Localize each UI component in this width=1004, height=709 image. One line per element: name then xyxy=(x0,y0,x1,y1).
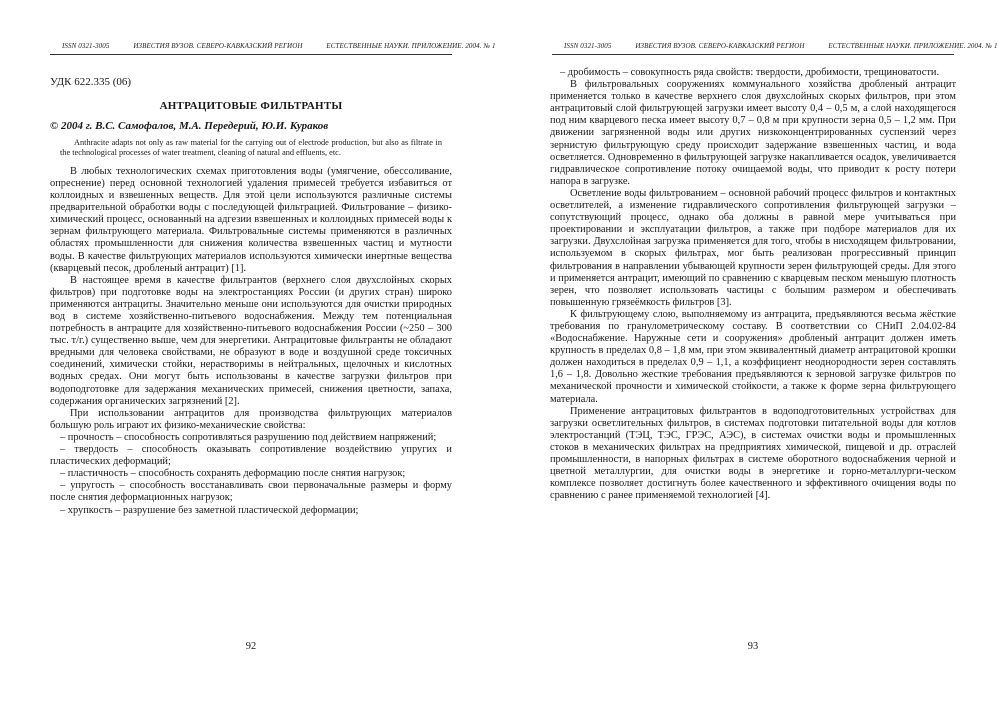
running-header xyxy=(62,42,502,50)
running-header xyxy=(564,42,1004,50)
header-journal: ИЗВЕСТИЯ ВУЗОВ. СЕВЕРО-КАВКАЗСКИЙ РЕГИОН xyxy=(635,42,805,50)
paragraph: В любых технологических схемах приготовления воды (умягчение, обессоливание, опреснение) перед основной технологией удаления примесей требуется избавиться от коллоидных и взвешенных веществ. Для этой цели используются различные системы предварительной обработки воды с последующей фильтрацией. Фильтрование – физико-химический процесс, основанный на адгезии взвешенных и коллоидных примесей воды к зернам фильтрующего материала. Фильтровальные системы применяются в различных областях промышленности для снижения количества взвешенных частиц и мутности воды. В качестве фильтрующих материалов используются химически инертные вещества (кварцевый песок, дробленый антрацит) [1]. xyxy=(50,165,452,274)
paragraph: В фильтровальных сооружениях коммунального хозяйства дробленый антрацит применяется только в качестве верхнего слоя двухслойных скорых фильтров, при этом антрацитовый слой фильтрующей загрузки имеет высоту 0,4 – 0,5 м, а слой находящегося под ним кварцевого песка имеет высоту 0,7 – 0,8 м при крупности зерна 0,5 – 1,2 мм. При движении загрязненной воды или других низкоконцентрированных суспензий через зернистую фильтрующую среду происходит задержание взвешенных частиц, и вода осветляется. Одновременно в фильтрующей загрузке накапливается осадок, увеличивается гидравлическое сопротивление потоку очищаемой воды, что приводит к росту потери напора в загрузке. xyxy=(550,79,956,187)
header-rule xyxy=(552,54,954,55)
paragraph: В настоящее время в качестве фильтрантов (верхнего слоя двухслойных скорых фильтров) при подготовке воды на электростанциях России (и других стран) широко применяются антрациты. Значительно меньше они используются для очистки природных вод в системе хозяйственно-питьевого водоснабжения. Между тем потенциальная потребность в антраците для хозяйственно-питьевого водоснабжения России (~250 – 300 тыс. т/г.) существенно выше, чем для энергетики. Антрацитовые фильтранты не обладают вредными для человека свойствами, не образуют в воде и воздушной среде токсичных соединений, химически стойки, нерастворимы в нейтральных, щелочных и кислотных водных средах. Они могут быть использованы в качестве загрузки фильтров при водоподготовке для задержания механических примесей, снижения цветности, запаха, содержания органических загрязнений [2]. xyxy=(50,274,452,407)
header-section: ЕСТЕСТВЕННЫЕ НАУКИ. ПРИЛОЖЕНИЕ. 2004. № 1 xyxy=(326,42,496,50)
list-item: – пластичность – способность сохранять деформацию после снятия нагрузок; xyxy=(60,468,406,480)
right-page xyxy=(502,0,1004,709)
header-section: ЕСТЕСТВЕННЫЕ НАУКИ. ПРИЛОЖЕНИЕ. 2004. № 1 xyxy=(828,42,998,50)
list-item: – упругость – способность восстанавливать свои первоначальные размеры и форму после снятия деформационных нагрузок; xyxy=(50,480,452,504)
list-item: – хрупкость – разрушение без заметной пластической деформации; xyxy=(60,504,359,516)
paragraph: Применение антрацитовых фильтрантов в водоподготовительных устройствах для загрузки осветлительных фильтров, в системах подготовки питательной воды для котлов электростанций (ТЭЦ, ТЭС, ГРЭС, АЭС), в системах очистки воды и промышленных стоков в механических фильтрах на предприятиях химической, пищевой и др. отраслей промышленности, в напорных фильтрах в системе оборотного водоснабжения черной и цветной металлургии, для очистки воды в энергетике и горно-металлурги-ческом комплексе позволяет достигнуть более качественного и эффективного очищения воды по сравнению с ранее применяемой технологией [4]. xyxy=(550,405,956,502)
list-item: – дробимость – совокупность ряда свойств: твердости, дробимости, трещиноватости. xyxy=(560,67,940,78)
paragraph: К фильтрующему слою, выполняемому из антрацита, предъявляются весьма жёсткие требования по гранулометрическому составу. В соответствии со СНиП 2.04.02-84 «Водоснабжение. Наружные сети и сооружения» дробленый антрацит должен иметь крупность в пределах 0,8 – 1,8 мм, при этом эквивалентный диаметр антрацитовой крошки должен находиться в пределах 0,9 – 1,1, а коэффициент неоднородности зерен составлять 1,6 – 1,8. Довольно жесткие требования предъявляются к зерновой загрузке фильтров по механической прочности и химической стойкости, а также к форме зерна фильтрующего материала. xyxy=(550,308,956,405)
article-body xyxy=(50,70,452,517)
udk-code: УДК 622.335 (06) xyxy=(50,76,132,88)
list-item: – твердость – способность оказывать сопротивление воздействию упругих и пластических деформаций; xyxy=(50,444,452,468)
abstract: Anthracite adapts not only as raw material for the carrying out of electrode production, but also as filtrate in the technological processes of water treatment, cleaning of natural and effluents, etc. xyxy=(60,138,442,158)
header-journal: ИЗВЕСТИЯ ВУЗОВ. СЕВЕРО-КАВКАЗСКИЙ РЕГИОН xyxy=(133,42,303,50)
article-title: АНТРАЦИТОВЫЕ ФИЛЬТРАНТЫ xyxy=(159,100,343,113)
paragraph: При использовании антрацитов для производства фильтрующих материалов большую роль играют их физико-механические свойства: xyxy=(50,407,452,431)
article-body xyxy=(550,67,956,502)
article-authors: © 2004 г. В.С. Самофалов, М.А. Передерий, Ю.И. Кураков xyxy=(50,120,329,133)
header-issn: ISSN 0321-3005 xyxy=(564,42,612,50)
header-issn: ISSN 0321-3005 xyxy=(62,42,110,50)
paragraph: Осветление воды фильтрованием – основной рабочий процесс фильтров и контактных осветлителей, а изменение гидравлического сопротивления фильтрующей загрузки – сопутствующий процесс, однако оба должны в равной мере учитываться при проектировании и эксплуатации фильтров, а также при подборе материалов для их загрузки. Двухслойная загрузка применяется для того, чтобы в нисходящем фильтровании, используемом в скорых фильтрах, мог быть реализован прогрессивный принцип фильтрования в направлении убывающей крупности зерен фильтрующей среды. Для этого и применяется антрацит, имеющий по сравнению с кварцевым песком меньшую плотность зерен, что позволяет использовать частицы с большим размером и обеспечивать повышенную грязеёмкость фильтров [3]. xyxy=(550,187,956,308)
page-number: 92 xyxy=(245,641,257,652)
list-item: – прочность – способность сопротивляться разрушению под действием напряжений; xyxy=(60,431,437,443)
page-number: 93 xyxy=(747,641,759,652)
header-rule xyxy=(50,54,452,55)
